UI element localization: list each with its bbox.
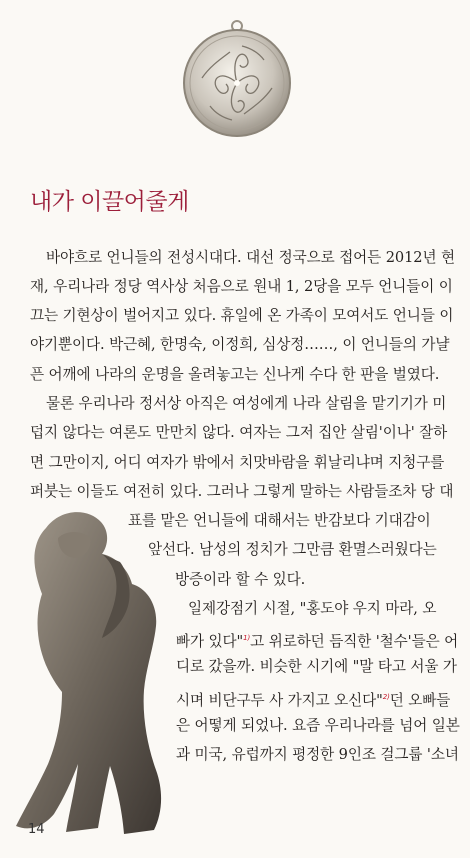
text-line: 시며 비단구두 사 가지고 오신다"$^{2)}$던 오빠들: [176, 691, 451, 709]
footnote-marker: 2): [382, 693, 390, 701]
text-line: 빠가 있다"$^{1)}$고 위로하던 듬직한 '철수'들은 어: [176, 632, 459, 650]
page-number: 14: [28, 822, 45, 837]
text-line: 디로 갔을까. 비슷한 시기에 "말 타고 서울 가: [176, 658, 457, 675]
text-line: 표를 맡은 언니들에 대해서는 반감보다 기대감이: [128, 512, 431, 529]
footnote-marker: 1): [243, 634, 251, 642]
section-title: 내가 이끌어줄게: [30, 189, 189, 215]
text-line: 과 미국, 유럽까지 평정한 9인조 걸그룹 '소녀: [176, 746, 459, 763]
text-line: 덥지 않다는 여론도 만만치 않다. 여자는 그저 집안 살림'이나' 잘하: [30, 424, 448, 441]
text-line: 일제강점기 시절, "홍도야 우지 마라, 오: [188, 600, 437, 617]
text-line: 물론 우리나라 정서상 아직은 여성에게 나라 살림을 맡기기가 미: [46, 395, 447, 412]
text-line: 면 그만이지, 어디 여자가 밖에서 치맛바람을 휘날리냐며 지청구를: [30, 454, 445, 471]
text-line: 은 어떻게 되었나. 요즘 우리나라를 넘어 일본: [176, 717, 460, 734]
text-line: 끄는 기현상이 벌어지고 있다. 휴일에 온 가족이 모여서도 언니들 이: [30, 307, 454, 324]
text-line: 퍼붓는 이들도 여전히 있다. 그러나 그렇게 말하는 사람들조차 당 대: [30, 483, 454, 500]
text-line: 앞선다. 남성의 정치가 그만큼 환멸스러웠다는: [148, 541, 437, 558]
text-line: 바야흐로 언니들의 전성시대다. 대선 정국으로 접어든 2012년 현: [46, 249, 455, 266]
text-line: 방증이라 할 수 있다.: [175, 571, 306, 588]
text-line: 야기뿐이다. 박근혜, 한명숙, 이정희, 심상정……, 이 언니들의 가냘: [30, 336, 450, 353]
text-line: 픈 어깨에 나라의 운명을 올려놓고는 신나게 수다 한 판을 벌였다.: [30, 366, 440, 383]
text-line: 재, 우리나라 정당 역사상 처음으로 원내 1, 2당을 모두 언니들이 이: [30, 278, 453, 295]
